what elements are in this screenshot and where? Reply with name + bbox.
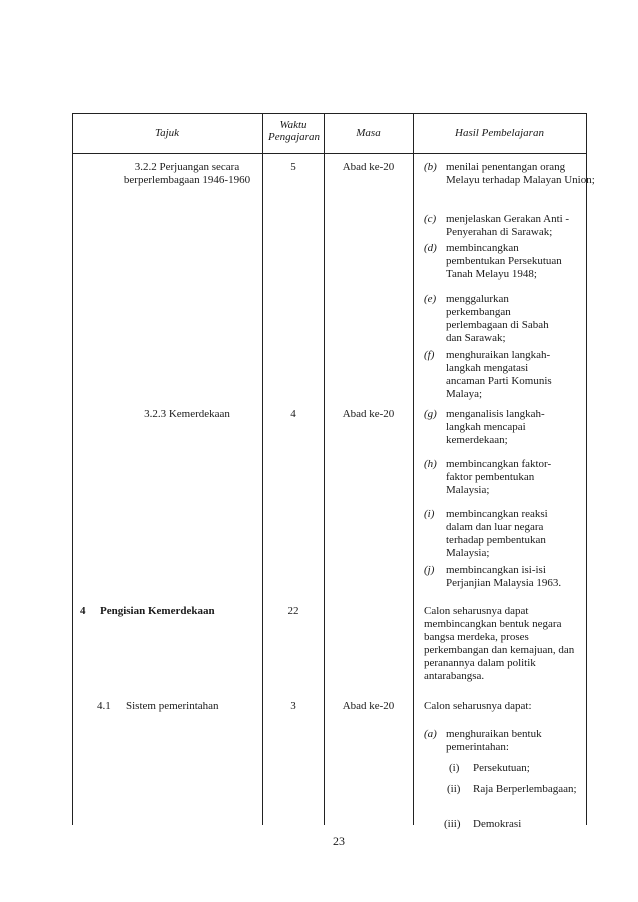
hasil-4-1: Calon seharusnya dapat: — [424, 700, 532, 712]
header-bottom-border — [72, 153, 586, 154]
outcome-label: (j) — [424, 564, 435, 576]
header-masa: Masa — [356, 127, 381, 139]
outcome-label: (c) — [424, 213, 437, 225]
topic-3-2-2: 3.2.2 Perjuangan secara berperlembagaan 1946-1960 — [123, 161, 251, 186]
header-tajuk: Tajuk — [154, 127, 180, 139]
outcome-label: (g) — [424, 408, 437, 420]
waktu-4-1: 3 — [290, 700, 296, 712]
waktu-4: 22 — [287, 605, 299, 617]
masa-3-2-2: Abad ke-20 — [342, 161, 395, 173]
outcome-text: membincangkan faktor-faktor pembentukan Malaysia; — [446, 458, 552, 496]
outcome-label: (f) — [424, 349, 435, 361]
header-hasil-pembelajaran: Hasil Pembelajaran — [455, 127, 544, 139]
topic-3-2-3: 3.2.3 Kemerdekaan — [144, 408, 230, 420]
table-left-border — [72, 113, 73, 825]
outcome-text: membincangkan reaksi dalam dan luar negara terhadap pembentukan Malaysia; — [446, 508, 548, 559]
masa-3-2-3: Abad ke-20 — [342, 408, 395, 420]
outcome-text: membincangkan pembentukan Persekutuan Tanah Melayu 1948; — [446, 242, 562, 280]
outcome-text: menilai penentangan orang Melayu terhadap Malayan Union; — [446, 161, 595, 186]
outcome-label: (e) — [424, 293, 437, 305]
outcome-text: menghuraikan bentuk pemerintahan: — [446, 728, 542, 753]
page-number: 23 — [333, 834, 345, 848]
masa-4-1: Abad ke-20 — [342, 700, 395, 712]
outcome-text: menganalisis langkah-langkah mencapai kemerdekaan; — [446, 408, 545, 446]
outcome-text: menggalurkan perkembangan perlembagaan di Sabah dan Sarawak; — [446, 293, 549, 344]
hasil-4: Calon seharusnya dapat membincangkan bentuk negara bangsa merdeka, proses perkembangan dan kemajuan, dan peranannya dalam politik antarabangsa. — [424, 605, 575, 682]
outcome-label: (d) — [424, 242, 437, 254]
subitem-text: Demokrasi — [473, 818, 522, 830]
outcome-text: menjelaskan Gerakan Anti -Penyerahan di Sarawak; — [446, 213, 570, 238]
outcome-text: menghuraikan langkah-langkah mengatasi ancaman Parti Komunis Malaya; — [446, 349, 552, 400]
subitem-label: (i) — [449, 762, 460, 774]
section-number-4: 4 — [80, 605, 86, 617]
outcome-label: (h) — [424, 458, 437, 470]
waktu-3-2-2: 5 — [290, 161, 296, 173]
subitem-label: (ii) — [447, 783, 461, 795]
column-divider-1 — [262, 113, 263, 825]
subitem-text: Raja Berperlembagaan; — [473, 783, 577, 795]
table-right-border — [586, 113, 587, 825]
subitem-text: Persekutuan; — [473, 762, 530, 774]
column-divider-2 — [324, 113, 325, 825]
table-top-border — [72, 113, 586, 114]
topic-4: Pengisian Kemerdekaan — [100, 605, 215, 617]
column-divider-3 — [413, 113, 414, 825]
outcome-label: (a) — [424, 728, 437, 740]
outcome-label: (i) — [424, 508, 435, 520]
outcome-text: membincangkan isi-isi Perjanjian Malaysia 1963. — [446, 564, 562, 589]
subitem-label: (iii) — [444, 818, 461, 830]
topic-4-1: Sistem pemerintahan — [126, 700, 219, 712]
waktu-3-2-3: 4 — [290, 408, 296, 420]
outcome-label: (b) — [424, 161, 437, 173]
header-waktu-pengajaran: Waktu Pengajaran — [268, 119, 320, 143]
section-number-4-1: 4.1 — [97, 700, 111, 712]
